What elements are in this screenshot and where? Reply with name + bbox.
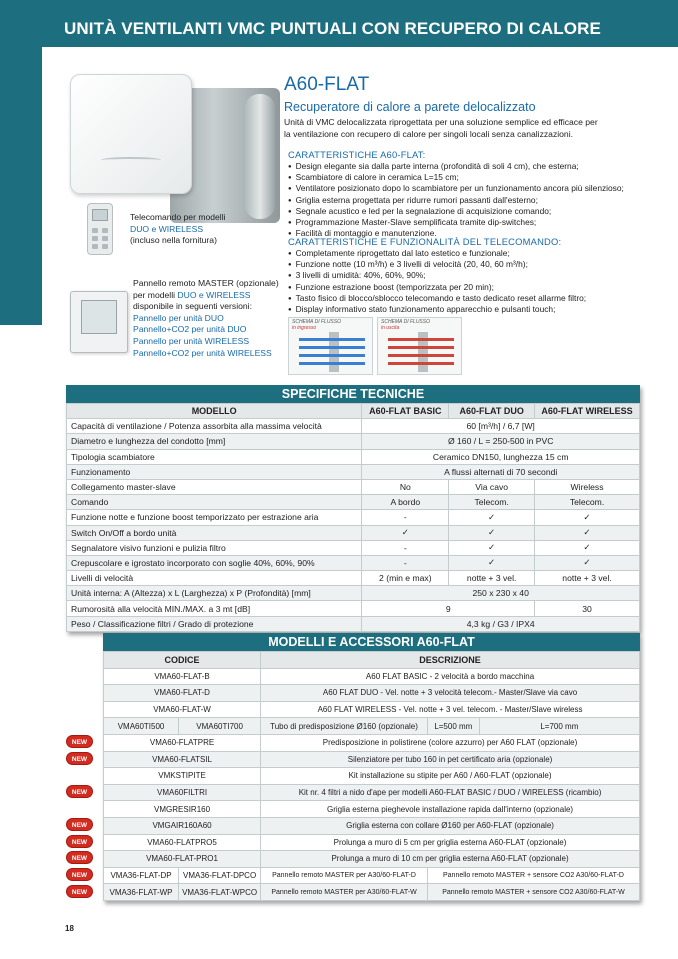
master-panel-screen [81,300,117,334]
model-desc: L=700 mm [479,718,639,735]
spec-row [67,571,640,586]
spec-row [67,434,640,449]
remote-control-image [87,203,113,255]
spec-label: Tipologia scambiatore [67,449,362,464]
model-desc: A60 FLAT DUO - Vel. notte + 3 velocità telecom.- Master/Slave via cavo [261,685,640,702]
spec-row [67,601,640,616]
new-badge: NEW [66,868,93,881]
model-row [104,817,640,834]
master-note-line: per modelli DUO e WIRELESS [133,289,251,300]
master-note [133,278,279,359]
new-badge: NEW [66,885,93,898]
spec-label: Comando [67,495,362,510]
remote-feature-item: ● Funzione notte (10 m³/h) e 3 livelli di velocità (20, 40, 60 m³/h); [288,259,660,270]
remote-screen [92,209,108,221]
spec-col-header: MODELLO [67,404,362,419]
spec-value: Via cavo [449,479,535,494]
duct-ring [245,94,275,219]
master-note-line: disponibile in seguenti versioni: [133,301,252,312]
model-code: VMA60FILTRI [104,784,261,801]
feature-item: ● Programmazione Master-Slave semplificata tramite dip-switches; [288,217,660,228]
model-row [104,751,640,768]
spec-row [67,555,640,570]
spec-table [66,403,640,632]
remote-feature-item: ● Completamente riprogettato dal lato estetico e funzionale; [288,248,660,259]
flow-arrow [388,362,454,365]
model-code: VMA60-FLAT-W [104,701,261,718]
model-code: VMA60-FLAT-D [104,685,261,702]
model-row [104,851,640,868]
spec-label: Funzionamento [67,464,362,479]
spec-value: ✓ [449,525,535,540]
features-section [288,149,660,239]
new-badge: NEW [66,752,93,765]
unit-front-panel [70,74,192,194]
header-bar [0,0,678,47]
spec-value: A bordo [362,495,449,510]
remote-button [102,228,108,233]
model-desc: Kit installazione su stipite per A60 / A60-FLAT (opzionale) [261,768,640,785]
model-desc: Kit nr. 4 filtri a nido d'ape per modelli A60-FLAT BASIC / DUO / WIRELESS (ricambio) [261,784,640,801]
model-desc: Prolunga a muro di 5 cm per griglia esterna A60-FLAT (opzionale) [261,834,640,851]
model-code: VMA36-FLAT-DP [104,867,179,884]
product-title-block [284,74,664,140]
remote-feature-item: ● Funzione estrazione boost (temporizzata per 20 min); [288,282,660,293]
page-title: UNITÀ VENTILANTI VMC PUNTUALI CON RECUPERO DI CALORE [64,19,601,38]
spec-value: 4,3 kg / G3 / IPX4 [362,616,640,631]
intro-line: la ventilazione con recupero di calore per singoli locali senza canalizzazioni. [284,128,574,139]
spec-col-header: A60-FLAT DUO [449,404,535,419]
spec-label: Diametro e lunghezza del condotto [mm] [67,434,362,449]
model-code: VMA60-FLATPRO5 [104,834,261,851]
flow-arrow [388,338,454,341]
remote-features-section [288,236,660,315]
flow-diagram-out [377,317,462,375]
spec-value: ✓ [449,540,535,555]
spec-table-title: SPECIFICHE TECNICHE [66,385,640,403]
spec-value: ✓ [535,540,640,555]
spec-value: ✓ [535,555,640,570]
spec-value: 2 (min e max) [362,571,449,586]
flow-diagram-label: SCHEMA DI FLUSSO [381,319,430,325]
model-row [104,701,640,718]
feature-item: ● Ventilatore posizionato dopo lo scambiatore per un funzionamento ancora più silenzioso; [288,183,660,194]
model-desc: Pannello remoto MASTER + sensore CO2 A30/60-FLAT-D [427,867,639,884]
models-table-section [103,633,640,901]
model-row [104,668,640,685]
flow-arrow [388,354,454,357]
new-badge: NEW [66,785,93,798]
model-desc: A60 FLAT WIRELESS - Vel. notte + 3 vel. telecom. - Master/Slave wireless [261,701,640,718]
model-row [104,801,640,818]
product-subtitle: Recuperatore di calore a parete delocalizzato [284,100,536,114]
spec-row [67,495,640,510]
model-desc: L=500 mm [427,718,479,735]
model-code: VMGRESIR160 [104,801,261,818]
feature-item: ● Griglia esterna progettata per ridurre rumori passanti dall'esterno; [288,195,660,206]
model-desc: Pannello remoto MASTER + sensore CO2 A30/60-FLAT-W [427,884,639,901]
model-desc: Prolunga a muro di 10 cm per griglia esterna A60-FLAT (opzionale) [261,851,640,868]
flow-arrow [388,346,454,349]
remote-note-models: DUO e WIRELESS [130,223,204,234]
spec-value: Telecom. [535,495,640,510]
spec-value: Wireless [535,479,640,494]
product-name: A60-FLAT [284,74,370,95]
feature-item: ● Design elegante sia dalla parte interna (profondità di soli 4 cm), che esterna; [288,161,660,172]
spec-col-header: A60-FLAT BASIC [362,404,449,419]
spec-label: Collegamento master-slave [67,479,362,494]
models-col-header: CODICE [104,652,261,669]
model-desc: A60 FLAT BASIC - 2 velocità a bordo macchina [261,668,640,685]
spec-value: ✓ [449,510,535,525]
spec-value: Telecom. [449,495,535,510]
model-row [104,718,640,735]
features-title: CARATTERISTICHE A60-FLAT: [288,149,426,160]
model-row [104,884,640,901]
feature-item: ● Facilità di montaggio e manutenzione. [288,228,660,239]
models-header-row [104,652,640,669]
master-panel-image [70,291,128,353]
spec-label: Capacità di ventilazione / Potenza assorbita alla massima velocità [67,419,362,434]
remote-note-line: Telecomando per modelli [130,212,226,222]
master-version: Pannello per unità DUO [133,312,224,323]
remote-button [92,244,98,249]
spec-value: 60 [m³/h] / 6,7 [W] [362,419,640,434]
spec-value: ✓ [362,525,449,540]
spec-value: notte + 3 vel. [449,571,535,586]
master-version: Pannello+CO2 per unità DUO [133,324,247,335]
model-desc: Griglia esterna pieghevole installazione rapida dall'interno (opzionale) [261,801,640,818]
panel-slot [101,157,161,163]
spec-value: ✓ [535,510,640,525]
spec-row [67,479,640,494]
spec-value: Ceramico DN150, lunghezza 15 cm [362,449,640,464]
new-badge: NEW [66,851,93,864]
model-desc: Silenziatore per tubo 160 in pet certificato aria (opzionale) [261,751,640,768]
model-desc: Pannello remoto MASTER per A30/60-FLAT-W [261,884,428,901]
remote-note-line: (incluso nella fornitura) [130,235,217,246]
product-intro [284,117,664,140]
spec-value: ✓ [449,555,535,570]
spec-value: ✓ [535,525,640,540]
spec-label: Funzione notte e funzione boost temporizzato per estrazione aria [67,510,362,525]
models-col-header: DESCRIZIONE [261,652,640,669]
model-code: VMA60-FLAT-PRO1 [104,851,261,868]
spec-row [67,419,640,434]
model-code: VMA60TI500 [104,718,179,735]
master-note-line: Pannello remoto MASTER (opzionale) [133,278,279,288]
model-code: VMA36-FLAT-DPCO [179,867,261,884]
model-row [104,685,640,702]
flow-arrow [299,346,365,349]
flow-arrow [299,362,365,365]
model-row [104,734,640,751]
model-row [104,784,640,801]
models-table-title: MODELLI E ACCESSORI A60-FLAT [103,633,640,651]
spec-value: notte + 3 vel. [535,571,640,586]
spec-value: - [362,510,449,525]
spec-col-header: A60-FLAT WIRELESS [535,404,640,419]
intro-line: Unità di VMC delocalizzata riprogettata per una soluzione semplice ed efficace per [284,117,598,127]
spec-value: - [362,555,449,570]
remote-button [102,244,108,249]
new-badge: NEW [66,835,93,848]
spec-row [67,525,640,540]
remote-button [92,236,98,241]
features-list [288,161,660,239]
feature-item: ● Segnale acustico e led per la segnalazione di acquisizione comando; [288,206,660,217]
model-code: VMA36-FLAT-WPCO [179,884,261,901]
new-badge: NEW [66,735,93,748]
spec-header-row [67,404,640,419]
master-version: Pannello+CO2 per unità WIRELESS [133,347,272,358]
feature-item: ● Scambiatore di calore in ceramica L=15 cm; [288,172,660,183]
flow-diagram-label: SCHEMA DI FLUSSO [292,319,341,325]
model-code: VMGAIR160A60 [104,817,261,834]
flow-diagram-in [288,317,373,375]
model-code: VMA60-FLATSIL [104,751,261,768]
models-table [103,651,640,901]
spec-row [67,449,640,464]
remote-button [92,228,98,233]
spec-row [67,464,640,479]
flow-arrow [299,338,365,341]
model-row [104,834,640,851]
spec-value: - [362,540,449,555]
spec-row [67,616,640,631]
spec-value: 30 [535,601,640,616]
spec-value: No [362,479,449,494]
spec-label: Segnalatore visivo funzioni e pulizia filtro [67,540,362,555]
spec-row [67,586,640,601]
flow-arrow [299,354,365,357]
spec-row [67,510,640,525]
remote-feature-item: ● Display informativo stato funzionamento apparecchio e pulsanti touch; [288,304,660,315]
model-row [104,867,640,884]
model-desc: Tubo di predisposizione Ø160 (opzionale) [261,718,428,735]
remote-features-list [288,248,660,315]
spec-table-section [66,385,640,632]
remote-feature-item: ● Tasto fisico di blocco/sblocco telecomando e tasto dedicato reset allarme filtro; [288,293,660,304]
model-code: VMA60-FLATPRE [104,734,261,751]
new-badge: NEW [66,818,93,831]
spec-label: Peso / Classificazione filtri / Grado di protezione [67,616,362,631]
spec-label: Unità interna: A (Altezza) x L (Larghezza) x P (Profondità) [mm] [67,586,362,601]
spec-value: A flussi alternati di 70 secondi [362,464,640,479]
left-color-strip [0,47,42,325]
model-desc: Pannello remoto MASTER per A30/60-FLAT-D [261,867,428,884]
flow-diagram-sub: in uscita [381,325,400,331]
remote-button [102,236,108,241]
master-version: Pannello per unità WIRELESS [133,335,250,346]
model-desc: Griglia esterna con collare Ø160 per A60-FLAT (opzionale) [261,817,640,834]
model-code: VMKSTIPITE [104,768,261,785]
spec-value: Ø 160 / L = 250-500 in PVC [362,434,640,449]
page-number: 18 [65,924,74,933]
spec-label: Rumorosità alla velocità MIN./MAX. a 3 mt [dB] [67,601,362,616]
model-code: VMA60TI700 [179,718,261,735]
remote-feature-item: ● 3 livelli di umidità: 40%, 60%, 90%; [288,270,660,281]
spec-label: Livelli di velocità [67,571,362,586]
spec-row [67,540,640,555]
remote-note [130,212,226,247]
model-code: VMA60-FLAT-B [104,668,261,685]
model-row [104,768,640,785]
flow-diagram-sub: in ingresso [292,325,317,331]
model-desc: Predisposizione in polistirene (colore azzurro) per A60 FLAT (opzionale) [261,734,640,751]
spec-label: Crepuscolare e igrostato incorporato con soglie 40%, 60%, 90% [67,555,362,570]
model-code: VMA36-FLAT-WP [104,884,179,901]
spec-value: 9 [362,601,535,616]
spec-value: 250 x 230 x 40 [362,586,640,601]
spec-label: Switch On/Off a bordo unità [67,525,362,540]
remote-features-title: CARATTERISTICHE E FUNZIONALITÀ DEL TELECOMANDO: [288,236,562,247]
